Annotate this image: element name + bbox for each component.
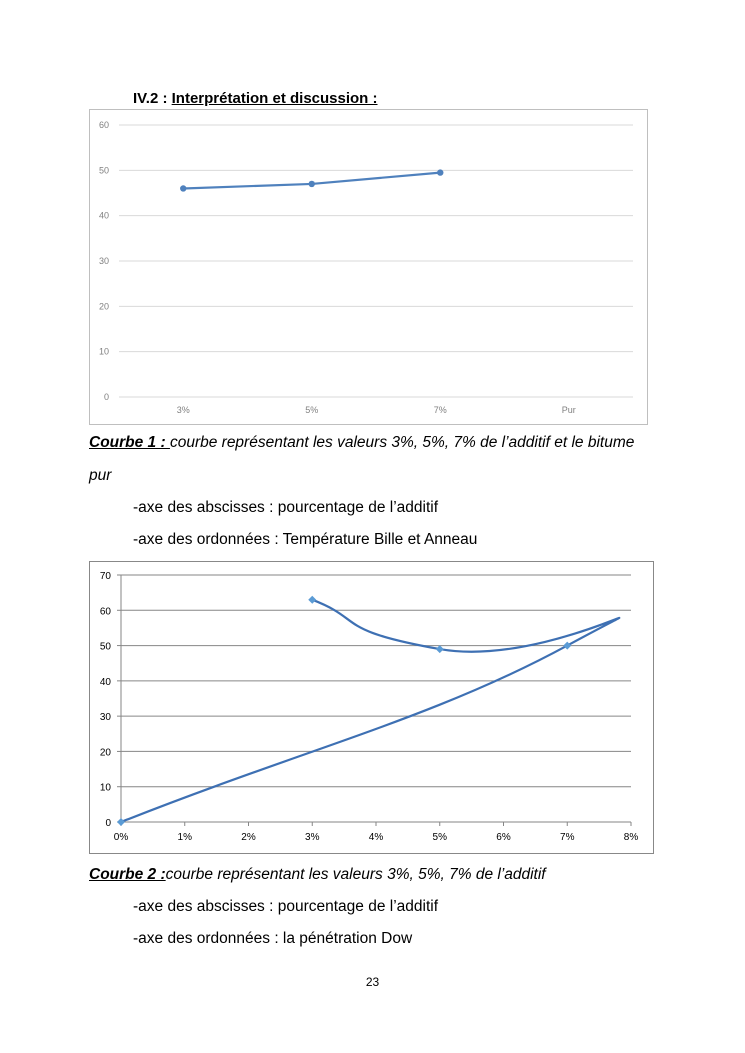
caption-2-x-axis: -axe des abscisses : pourcentage de l’additif	[133, 898, 439, 915]
caption-1-x-axis: -axe des abscisses : pourcentage de l’additif	[133, 499, 439, 516]
section-heading	[133, 90, 378, 107]
x-tick-label: 8%	[623, 832, 639, 843]
x-tick-label: 4%	[368, 832, 384, 843]
x-tick-label: 5%	[305, 405, 319, 415]
y-tick-label: 10	[98, 346, 109, 357]
caption-2	[89, 858, 659, 891]
x-tick-label: 3%	[305, 832, 320, 843]
data-point	[437, 169, 443, 175]
x-tick-label: 5%	[432, 832, 447, 843]
y-tick-label: 0	[103, 392, 109, 402]
chart-2-svg	[90, 562, 653, 853]
x-tick-label: 2%	[241, 832, 256, 843]
y-tick-label: 40	[99, 676, 111, 688]
y-tick-label: 20	[99, 747, 111, 759]
y-tick-label: 20	[98, 301, 109, 312]
y-tick-label: 0	[105, 818, 111, 829]
chart-1	[89, 109, 648, 425]
chart-1-svg	[90, 110, 647, 424]
page-number: 23	[365, 975, 380, 989]
y-tick-label: 70	[99, 571, 111, 582]
x-tick-label: 6%	[496, 832, 511, 843]
section-number: IV.2 :	[133, 90, 172, 107]
caption-2-y-axis: -axe des ordonnées : la pénétration Dow	[133, 930, 413, 947]
section-title: Interprétation et discussion :	[171, 90, 378, 107]
y-tick-label: 50	[99, 641, 111, 653]
data-point	[180, 185, 186, 191]
x-tick-label: Pur	[561, 405, 576, 415]
data-point	[436, 645, 444, 653]
y-tick-label: 10	[99, 782, 111, 794]
y-tick-label: 60	[99, 606, 111, 618]
y-tick-label: 50	[98, 165, 109, 176]
chart-2	[89, 561, 654, 854]
x-tick-label: 7%	[560, 832, 575, 843]
x-tick-label: 1%	[177, 832, 192, 843]
data-point	[309, 181, 315, 187]
caption-1-text: courbe représentant les valeurs 3%, 5%, 7% de l’additif et le bitume pur	[89, 434, 635, 484]
y-tick-label: 40	[98, 210, 109, 221]
caption-2-text: courbe représentant les valeurs 3%, 5%, 7% de l’additif	[165, 866, 546, 883]
caption-1-label: Courbe 1 :	[89, 434, 170, 451]
data-point	[308, 596, 316, 604]
y-tick-label: 30	[98, 256, 109, 266]
caption-2-label: Courbe 2 :	[89, 866, 166, 883]
data-point	[117, 818, 125, 826]
data-point	[563, 642, 571, 650]
x-tick-label: 0%	[113, 832, 129, 843]
x-tick-label: 7%	[433, 405, 447, 415]
y-tick-label: 30	[99, 712, 111, 724]
y-tick-label: 60	[98, 120, 109, 130]
caption-1-y-axis: -axe des ordonnées : Température Bille et Anneau	[133, 531, 478, 548]
series-line	[121, 600, 619, 822]
x-tick-label: 3%	[176, 405, 190, 415]
caption-1	[89, 426, 659, 492]
